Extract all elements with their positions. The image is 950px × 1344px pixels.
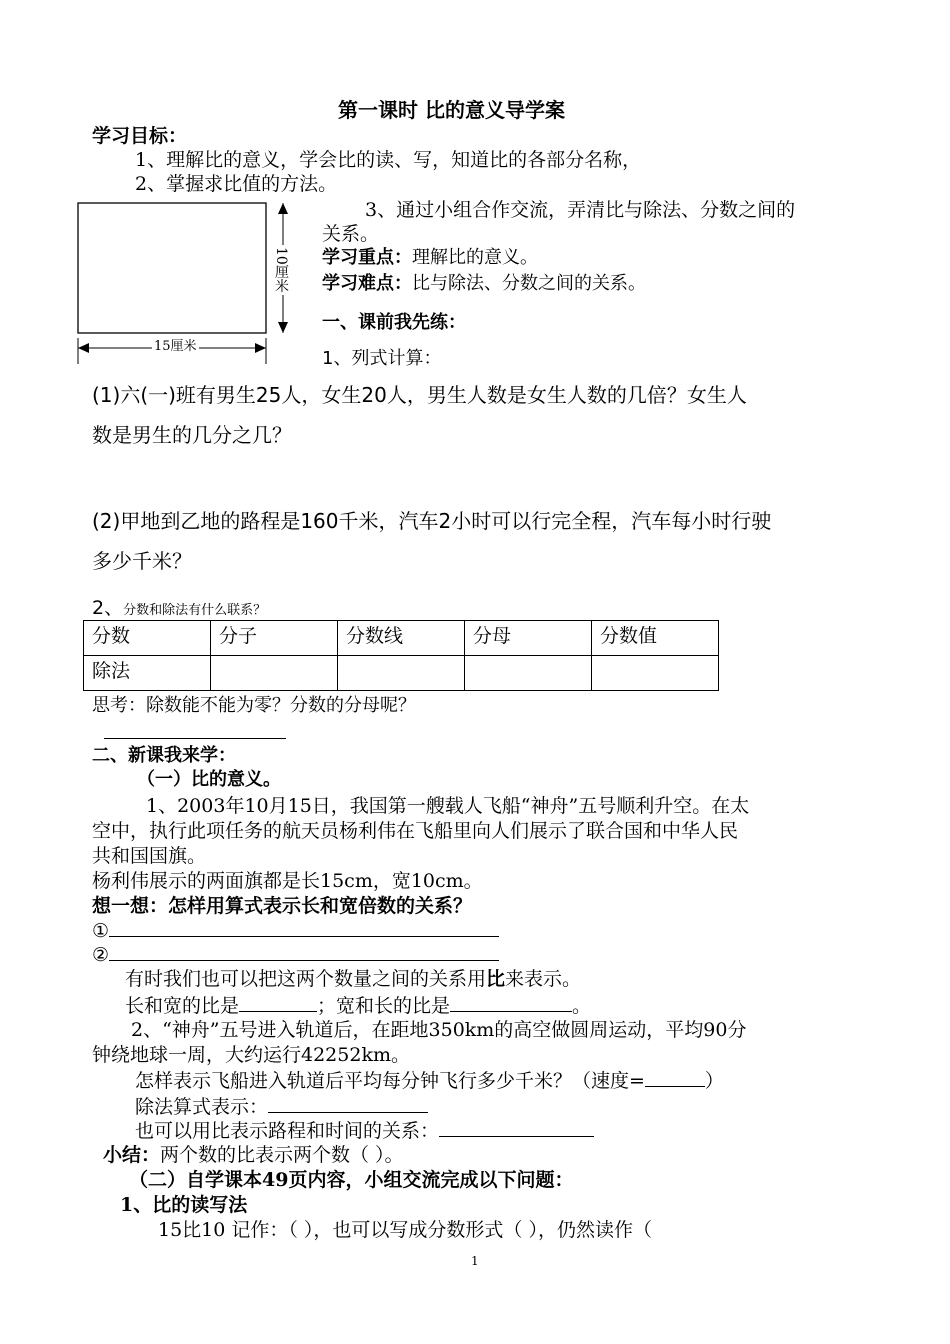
- speed-question: [135, 1068, 724, 1093]
- ratio-period: 。: [572, 995, 592, 1017]
- summary: [103, 1143, 404, 1167]
- flag-rectangle: [78, 203, 266, 333]
- goal-item-3: 3、通过小组合作交流，弄清比与除法、分数之间的: [365, 199, 796, 221]
- section1-sub2: [92, 596, 266, 623]
- table-cell: [211, 656, 338, 691]
- part1-heading: （一）比的意义。: [137, 769, 281, 790]
- paragraph-1-line-1: 1、2003年10月15日，我国第一艘载人飞船“神舟”五号顺利升空。在太: [146, 795, 750, 817]
- speed-question-close: ）: [704, 1070, 724, 1092]
- key-point: [322, 246, 538, 270]
- key-point-text: 理解比的意义。: [412, 247, 538, 268]
- part2-heading: （二）自学课本49页内容，小组交流完成以下问题：: [129, 1169, 574, 1191]
- answer-blank-2[interactable]: [109, 942, 499, 961]
- answer-line-1: [92, 918, 499, 943]
- key-point-label: 学习重点：: [322, 247, 412, 268]
- paragraph-2-line-1: 2、“神舟”五号进入轨道后，在距地350km的高空做圆周运动，平均90分: [131, 1019, 747, 1041]
- width-arrow-right: [255, 343, 266, 353]
- paragraph-2-line-2: 钟绕地球一周，大约运行42252km。: [92, 1044, 410, 1066]
- length-width-ratio-label: 长和宽的比是: [125, 995, 240, 1017]
- speed-question-text: 怎样表示飞船进入轨道后平均每分钟飞行多少千米？（速度=: [135, 1070, 645, 1092]
- table-row: [84, 621, 719, 656]
- question-2-line-1: (2)甲地到乙地的路程是160千米，汽车2小时可以行完全程，汽车每小时行驶: [92, 509, 772, 533]
- divider-line: [104, 738, 286, 739]
- summary-text: 两个数的比表示两个数（ ）。: [160, 1144, 404, 1166]
- table-cell: [338, 656, 465, 691]
- length-width-ratio-blank[interactable]: [239, 993, 317, 1012]
- read-write-heading: 1、比的读写法: [120, 1194, 248, 1216]
- circle-one-marker: ①: [92, 920, 110, 942]
- answer-blank-1[interactable]: [109, 918, 499, 937]
- width-label: 15厘米: [154, 339, 197, 354]
- think-heading: 想一想：怎样用算式表示长和宽倍数的关系？: [92, 895, 473, 917]
- section1-sub2-num: 2、: [92, 597, 124, 619]
- page-number: 1: [471, 1254, 479, 1268]
- table-cell: 分数线: [338, 621, 465, 656]
- table-cell: [465, 656, 592, 691]
- ratio-expression-label: 也可以用比表示路程和时间的关系：: [135, 1120, 440, 1142]
- section1-sub1: 1、列式计算：: [322, 348, 442, 369]
- difficulty-text: 比与除法、分数之间的关系。: [412, 273, 646, 294]
- table-cell: 分子: [211, 621, 338, 656]
- page-title: 第一课时 比的意义导学案: [338, 98, 565, 122]
- table-cell: [592, 656, 719, 691]
- question-1-line-1: (1)六(一)班有男生25人，女生20人，男生人数是女生人数的几倍？女生人: [92, 383, 747, 407]
- height-arrow-top: [278, 203, 288, 214]
- question-2-line-2: 多少千米？: [92, 549, 192, 573]
- ratio-intro: [125, 967, 581, 991]
- answer-line-2: [92, 942, 499, 967]
- ratio-expression: [135, 1118, 594, 1143]
- section1-sub2-text: 分数和除法有什么联系？: [123, 603, 267, 618]
- difficulty-label: 学习难点：: [322, 273, 412, 294]
- goal-item-1: 1、理解比的意义，学会比的读、写，知道比的各部分名称，: [135, 149, 642, 171]
- summary-label: 小结：: [103, 1144, 161, 1166]
- goals-heading: 学习目标：: [92, 125, 188, 147]
- paragraph-1-line-4: 杨利伟展示的两面旗都是长15cm，宽10cm。: [92, 870, 483, 892]
- speed-blank[interactable]: [645, 1068, 705, 1087]
- paragraph-1-line-3: 共和国国旗。: [92, 845, 207, 867]
- ratio-word: 比: [486, 968, 506, 990]
- circle-two-marker: ②: [92, 944, 110, 966]
- width-arrow-left: [78, 343, 89, 353]
- table-cell: 除法: [84, 656, 211, 691]
- ratio-blanks-line: [125, 993, 591, 1018]
- division-expression: [135, 1094, 428, 1119]
- table-cell: 分母: [465, 621, 592, 656]
- ratio-intro-pre: 有时我们也可以把这两个数量之间的关系用: [125, 968, 487, 990]
- goal-item-3-cont: 关系。: [322, 223, 380, 245]
- goal-item-2: 2、掌握求比值的方法。: [135, 173, 338, 195]
- table-cell: 分数值: [592, 621, 719, 656]
- read-write-line: 15比10 记作：（ ），也可以写成分数形式（ ），仍然读作（: [158, 1219, 652, 1241]
- table-row: [84, 656, 719, 691]
- ratio-intro-post: 来表示。: [505, 968, 582, 990]
- section2-heading: 二、新课我来学：: [92, 745, 236, 766]
- question-1-line-2: 数是男生的几分之几？: [92, 423, 292, 447]
- height-arrow-bottom: [278, 322, 288, 333]
- fraction-division-table: [83, 620, 719, 691]
- ratio-expression-blank[interactable]: [439, 1118, 594, 1137]
- width-length-ratio-label: ；宽和长的比是: [317, 995, 451, 1017]
- section1-heading: 一、课前我先练：: [322, 312, 466, 333]
- width-length-ratio-blank[interactable]: [450, 993, 572, 1012]
- think-question: 思考：除数能不能为零？分数的分母呢？: [92, 695, 416, 716]
- division-expression-label: 除法算式表示：: [135, 1096, 269, 1118]
- table-cell: 分数: [84, 621, 211, 656]
- paragraph-1-line-2: 空中，执行此项任务的航天员杨利伟在飞船里向人们展示了联合国和中华人民: [92, 820, 739, 842]
- division-expression-blank[interactable]: [268, 1094, 428, 1113]
- difficulty: [322, 272, 646, 296]
- height-label: 10厘米: [273, 247, 289, 293]
